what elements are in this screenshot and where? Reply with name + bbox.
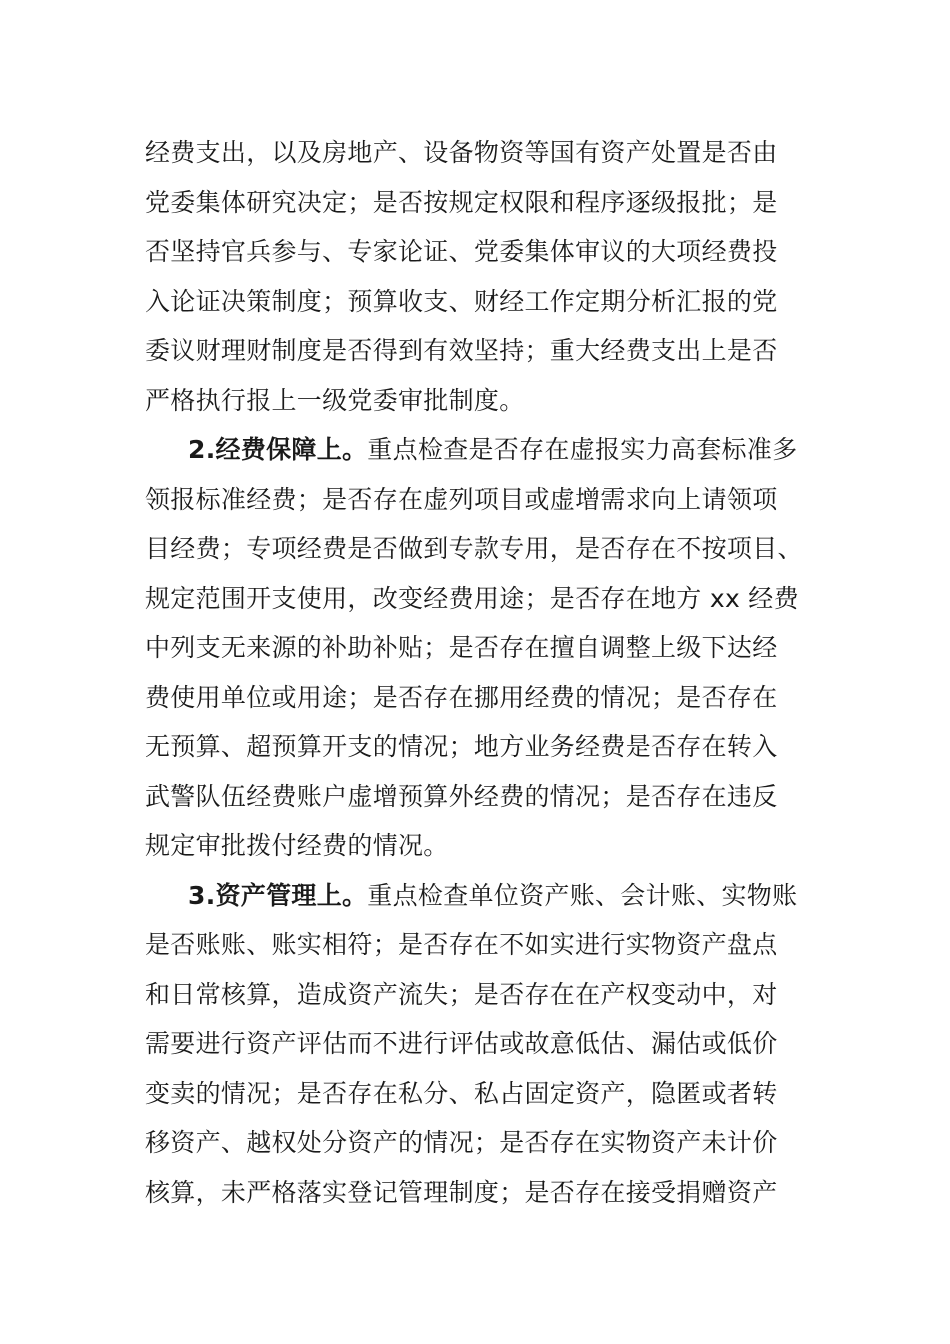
paragraph-2-line-6: 费使用单位或用途；是否存在挪用经费的情况；是否存在 (145, 683, 778, 712)
paragraph-3-line-1 (188, 871, 868, 921)
paragraph-3-line-2: 是否账账、账实相符；是否存在不如实进行实物资产盘点 (145, 930, 778, 959)
paragraph-1-line-5: 委议财理财制度是否得到有效坚持；重大经费支出上是否 (145, 336, 778, 365)
paragraph-3-line-7: 核算，未严格落实登记管理制度；是否存在接受捐赠资产 (145, 1178, 778, 1207)
paragraph-2-line-1-text: 重点检查是否存在虚报实力高套标准多 (367, 435, 798, 464)
paragraph-2-line-5: 中列支无来源的补助补贴；是否存在擅自调整上级下达经 (145, 633, 778, 662)
paragraph-2-line-2: 领报标准经费；是否存在虚列项目或虚增需求向上请领项 (145, 485, 778, 514)
paragraph-3-heading: 3.资产管理上。 (188, 881, 368, 910)
paragraph-1-line-3: 否坚持官兵参与、专家论证、党委集体审议的大项经费投 (145, 237, 778, 266)
paragraph-3-line-3: 和日常核算，造成资产流失；是否存在在产权变动中，对 (145, 980, 778, 1009)
paragraph-3-line-6: 移资产、越权处分资产的情况；是否存在实物资产未计价 (145, 1128, 778, 1157)
paragraph-1-line-6: 严格执行报上一级党委审批制度。 (145, 386, 525, 415)
paragraph-2-line-1 (188, 425, 868, 475)
paragraph-3-line-4: 需要进行资产评估而不进行评估或故意低估、漏估或低价 (145, 1029, 778, 1058)
paragraph-2-line-7: 无预算、超预算开支的情况；地方业务经费是否存在转入 (145, 732, 778, 761)
paragraph-2-line-4: 规定范围开支使用，改变经费用途；是否存在地方 xx 经费 (145, 584, 799, 613)
paragraph-2-heading: 2.经费保障上。 (188, 435, 368, 464)
paragraph-3-line-5: 变卖的情况；是否存在私分、私占固定资产，隐匿或者转 (145, 1079, 778, 1108)
paragraph-3-line-1-text: 重点检查单位资产账、会计账、实物账 (367, 881, 798, 910)
paragraph-2-line-3: 目经费；专项经费是否做到专款专用，是否存在不按项目、 (145, 534, 803, 563)
paragraph-1-line-4: 入论证决策制度；预算收支、财经工作定期分析汇报的党 (145, 287, 778, 316)
paragraph-2-line-9: 规定审批拨付经费的情况。 (145, 831, 449, 860)
paragraph-1-line-2: 党委集体研究决定；是否按规定权限和程序逐级报批；是 (145, 188, 778, 217)
paragraph-1-line-1: 经费支出，以及房地产、设备物资等国有资产处置是否由 (145, 138, 778, 167)
paragraph-2-line-8: 武警队伍经费账户虚增预算外经费的情况；是否存在违反 (145, 782, 778, 811)
